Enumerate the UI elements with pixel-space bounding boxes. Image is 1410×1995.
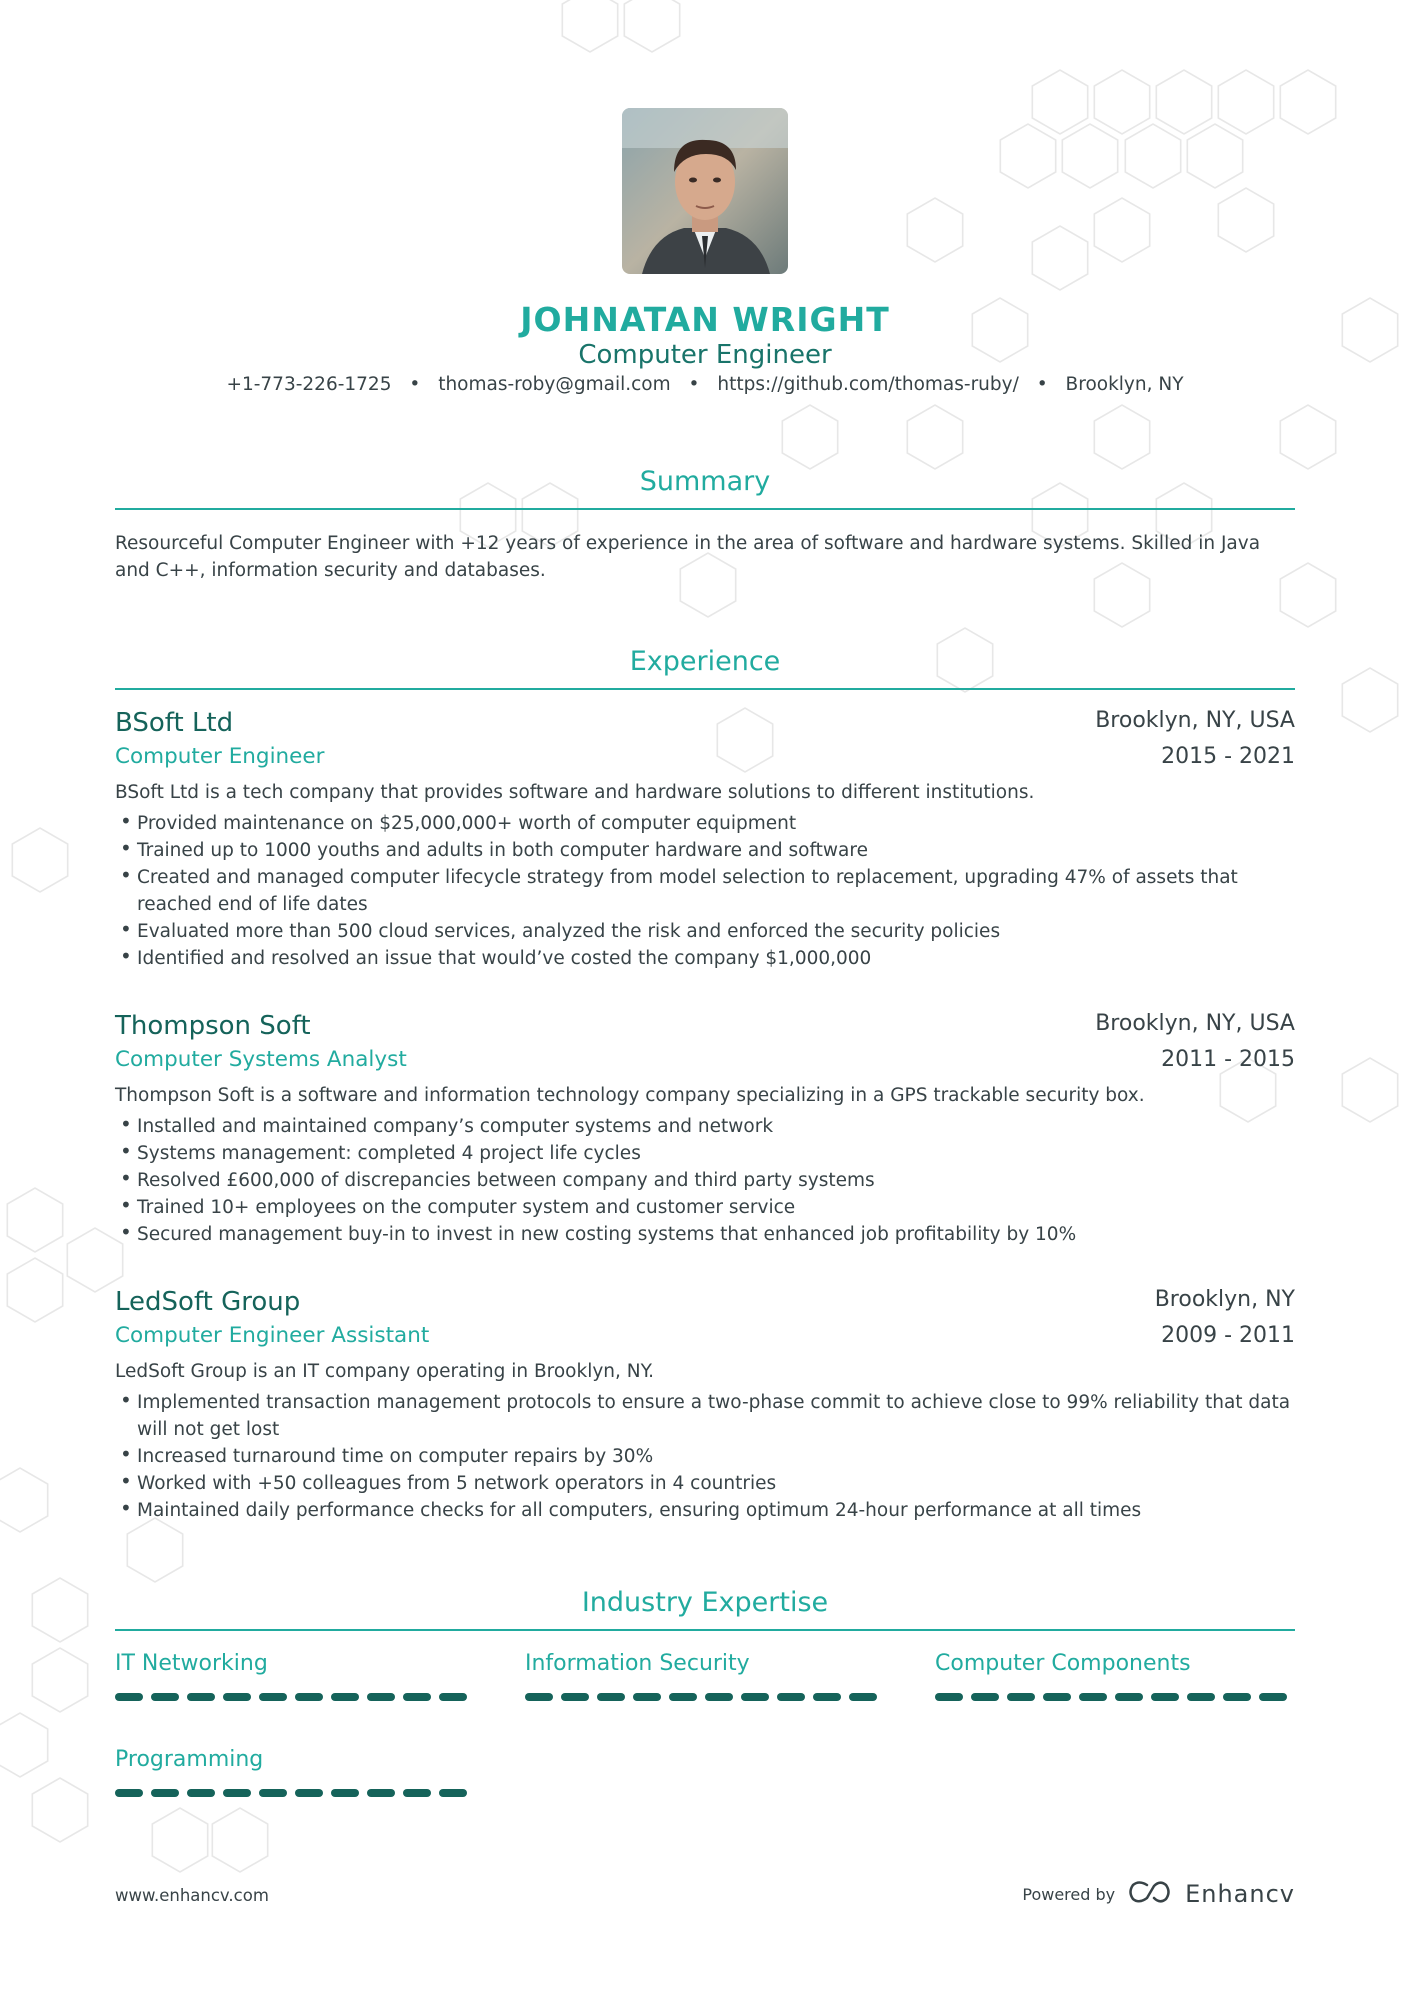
job-role: Computer Systems Analyst bbox=[115, 1047, 407, 1072]
job-role: Computer Engineer Assistant bbox=[115, 1323, 430, 1348]
resume-page bbox=[115, 0, 1295, 1995]
hexagon-shape bbox=[0, 1468, 48, 1532]
skill-segment bbox=[367, 1789, 395, 1797]
skill-item bbox=[935, 1651, 1295, 1701]
separator-dot: • bbox=[1036, 374, 1048, 395]
job-bullets bbox=[115, 810, 1295, 972]
bullet-item: • Worked with +50 colleagues from 5 network operators in 4 countries bbox=[115, 1470, 1295, 1497]
skill-segment bbox=[813, 1693, 841, 1701]
skill-segment bbox=[331, 1693, 359, 1701]
skill-segment bbox=[525, 1693, 553, 1701]
bullet-item: • Created and managed computer lifecycle strategy from model selection to replacement, upgrading 47% of assets that reached end of life dates bbox=[115, 864, 1295, 918]
skill-segment bbox=[1043, 1693, 1071, 1701]
skill-segment bbox=[741, 1693, 769, 1701]
bullet-item: • Resolved £600,000 of discrepancies between company and third party systems bbox=[115, 1167, 1295, 1194]
job-dates: 2009 - 2011 bbox=[1161, 1323, 1295, 1348]
bullet-item: • Installed and maintained company’s computer systems and network bbox=[115, 1113, 1295, 1140]
job-dates: 2011 - 2015 bbox=[1161, 1047, 1295, 1072]
job-location: Brooklyn, NY bbox=[1154, 1287, 1295, 1312]
skill-segment bbox=[971, 1693, 999, 1701]
hexagon-shape bbox=[1342, 298, 1397, 362]
skill-segment bbox=[115, 1693, 143, 1701]
skill-segment bbox=[439, 1693, 467, 1701]
skill-segment bbox=[295, 1789, 323, 1797]
skill-segment bbox=[633, 1693, 661, 1701]
skill-segment bbox=[223, 1693, 251, 1701]
skill-segment bbox=[151, 1693, 179, 1701]
skill-segment bbox=[187, 1693, 215, 1701]
summary-text: Resourceful Computer Engineer with +12 years of experience in the area of software and hardware systems. Skilled in Java and C++, information security and databases. bbox=[115, 533, 1261, 581]
skill-level-bar bbox=[115, 1693, 475, 1701]
powered-by-label: Powered by bbox=[1022, 1884, 1116, 1904]
bullet-item: • Trained up to 1000 youths and adults in both computer hardware and software bbox=[115, 837, 1295, 864]
skill-segment bbox=[1259, 1693, 1287, 1701]
brand-name: Enhancv bbox=[1185, 1880, 1295, 1908]
hexagon-shape bbox=[12, 828, 67, 892]
bullet-item: • Identified and resolved an issue that would’ve costed the company $1,000,000 bbox=[115, 945, 1295, 972]
hexagon-shape bbox=[7, 1258, 62, 1322]
job-description: LedSoft Group is an IT company operating in Brooklyn, NY. bbox=[115, 1361, 655, 1382]
job-dates: 2015 - 2021 bbox=[1161, 744, 1295, 769]
skill-item bbox=[525, 1651, 885, 1701]
skill-name: Computer Components bbox=[935, 1651, 1191, 1676]
contact-line bbox=[115, 374, 1295, 395]
skill-segment bbox=[669, 1693, 697, 1701]
skill-name: Programming bbox=[115, 1747, 264, 1772]
hexagon-shape bbox=[32, 1578, 87, 1642]
skill-segment bbox=[439, 1789, 467, 1797]
separator-dot: • bbox=[409, 374, 421, 395]
skill-name: Information Security bbox=[525, 1651, 750, 1676]
enhancv-logo-icon bbox=[1127, 1879, 1173, 1909]
location: Brooklyn, NY bbox=[1065, 374, 1184, 395]
skill-segment bbox=[187, 1789, 215, 1797]
section-divider bbox=[115, 688, 1295, 690]
bullet-item: • Evaluated more than 500 cloud services, analyzed the risk and enforced the security policies bbox=[115, 918, 1295, 945]
job-location: Brooklyn, NY, USA bbox=[1095, 1011, 1295, 1036]
bullet-item: • Secured management buy-in to invest in new costing systems that enhanced job profitability by 10% bbox=[115, 1221, 1295, 1248]
job-company: BSoft Ltd bbox=[115, 708, 234, 738]
experience-heading: Experience bbox=[629, 646, 781, 677]
skill-segment bbox=[1151, 1693, 1179, 1701]
candidate-name: JOHNATAN WRIGHT bbox=[520, 300, 890, 339]
candidate-title: Computer Engineer bbox=[578, 340, 832, 370]
job-company: LedSoft Group bbox=[115, 1287, 301, 1317]
skill-segment bbox=[1007, 1693, 1035, 1701]
skill-segment bbox=[705, 1693, 733, 1701]
section-divider bbox=[115, 508, 1295, 510]
skill-segment bbox=[259, 1789, 287, 1797]
hexagon-shape bbox=[32, 1648, 87, 1712]
bullet-item: • Increased turnaround time on computer repairs by 30% bbox=[115, 1443, 1295, 1470]
skill-segment bbox=[223, 1789, 251, 1797]
skill-segment bbox=[1187, 1693, 1215, 1701]
skill-segment bbox=[151, 1789, 179, 1797]
skill-segment bbox=[331, 1789, 359, 1797]
skill-segment bbox=[295, 1693, 323, 1701]
skill-segment bbox=[777, 1693, 805, 1701]
job-location: Brooklyn, NY, USA bbox=[1095, 708, 1295, 733]
skill-item bbox=[115, 1747, 475, 1797]
skill-segment bbox=[1115, 1693, 1143, 1701]
footer-website[interactable]: www.enhancv.com bbox=[115, 1886, 269, 1905]
github-link[interactable]: https://github.com/thomas-ruby/ bbox=[717, 374, 1019, 395]
skill-segment bbox=[935, 1693, 963, 1701]
job-bullets bbox=[115, 1113, 1295, 1248]
section-divider bbox=[115, 1629, 1295, 1631]
skill-segment bbox=[259, 1693, 287, 1701]
skill-segment bbox=[561, 1693, 589, 1701]
separator-dot: • bbox=[688, 374, 700, 395]
hexagon-shape bbox=[1342, 1058, 1397, 1122]
profile-photo bbox=[622, 108, 788, 274]
skill-level-bar bbox=[525, 1693, 885, 1701]
bullet-item: • Maintained daily performance checks for all computers, ensuring optimum 24-hour performance at all times bbox=[115, 1497, 1295, 1524]
skill-segment bbox=[367, 1693, 395, 1701]
job-description: BSoft Ltd is a tech company that provides software and hardware solutions to different institutions. bbox=[115, 782, 1035, 803]
footer-branding bbox=[1022, 1878, 1295, 1910]
job-role: Computer Engineer bbox=[115, 744, 325, 769]
skill-level-bar bbox=[935, 1693, 1295, 1701]
skill-segment bbox=[115, 1789, 143, 1797]
bullet-item: • Implemented transaction management protocols to ensure a two-phase commit to achieve close to 99% reliability that data will not get lost bbox=[115, 1389, 1295, 1443]
bullet-item: • Systems management: completed 4 project life cycles bbox=[115, 1140, 1295, 1167]
bullet-item: • Provided maintenance on $25,000,000+ worth of computer equipment bbox=[115, 810, 1295, 837]
skill-segment bbox=[403, 1789, 431, 1797]
bullet-item: • Trained 10+ employees on the computer system and customer service bbox=[115, 1194, 1295, 1221]
hexagon-shape bbox=[7, 1188, 62, 1252]
job-bullets bbox=[115, 1389, 1295, 1524]
skill-segment bbox=[597, 1693, 625, 1701]
summary-heading: Summary bbox=[639, 466, 771, 497]
skill-segment bbox=[1223, 1693, 1251, 1701]
skill-segment bbox=[403, 1693, 431, 1701]
email-link[interactable]: thomas-roby@gmail.com bbox=[438, 374, 671, 395]
skill-segment bbox=[849, 1693, 877, 1701]
skill-item bbox=[115, 1651, 475, 1701]
hexagon-shape bbox=[1342, 668, 1397, 732]
job-company: Thompson Soft bbox=[115, 1011, 311, 1041]
phone[interactable]: +1-773-226-1725 bbox=[226, 374, 392, 395]
skill-name: IT Networking bbox=[115, 1651, 268, 1676]
hexagon-shape bbox=[32, 1778, 87, 1842]
hexagon-shape bbox=[0, 1713, 48, 1777]
skill-level-bar bbox=[115, 1789, 475, 1797]
job-description: Thompson Soft is a software and information technology company specializing in a GPS trackable security box. bbox=[115, 1085, 1145, 1106]
expertise-heading: Industry Expertise bbox=[581, 1587, 829, 1618]
skill-segment bbox=[1079, 1693, 1107, 1701]
